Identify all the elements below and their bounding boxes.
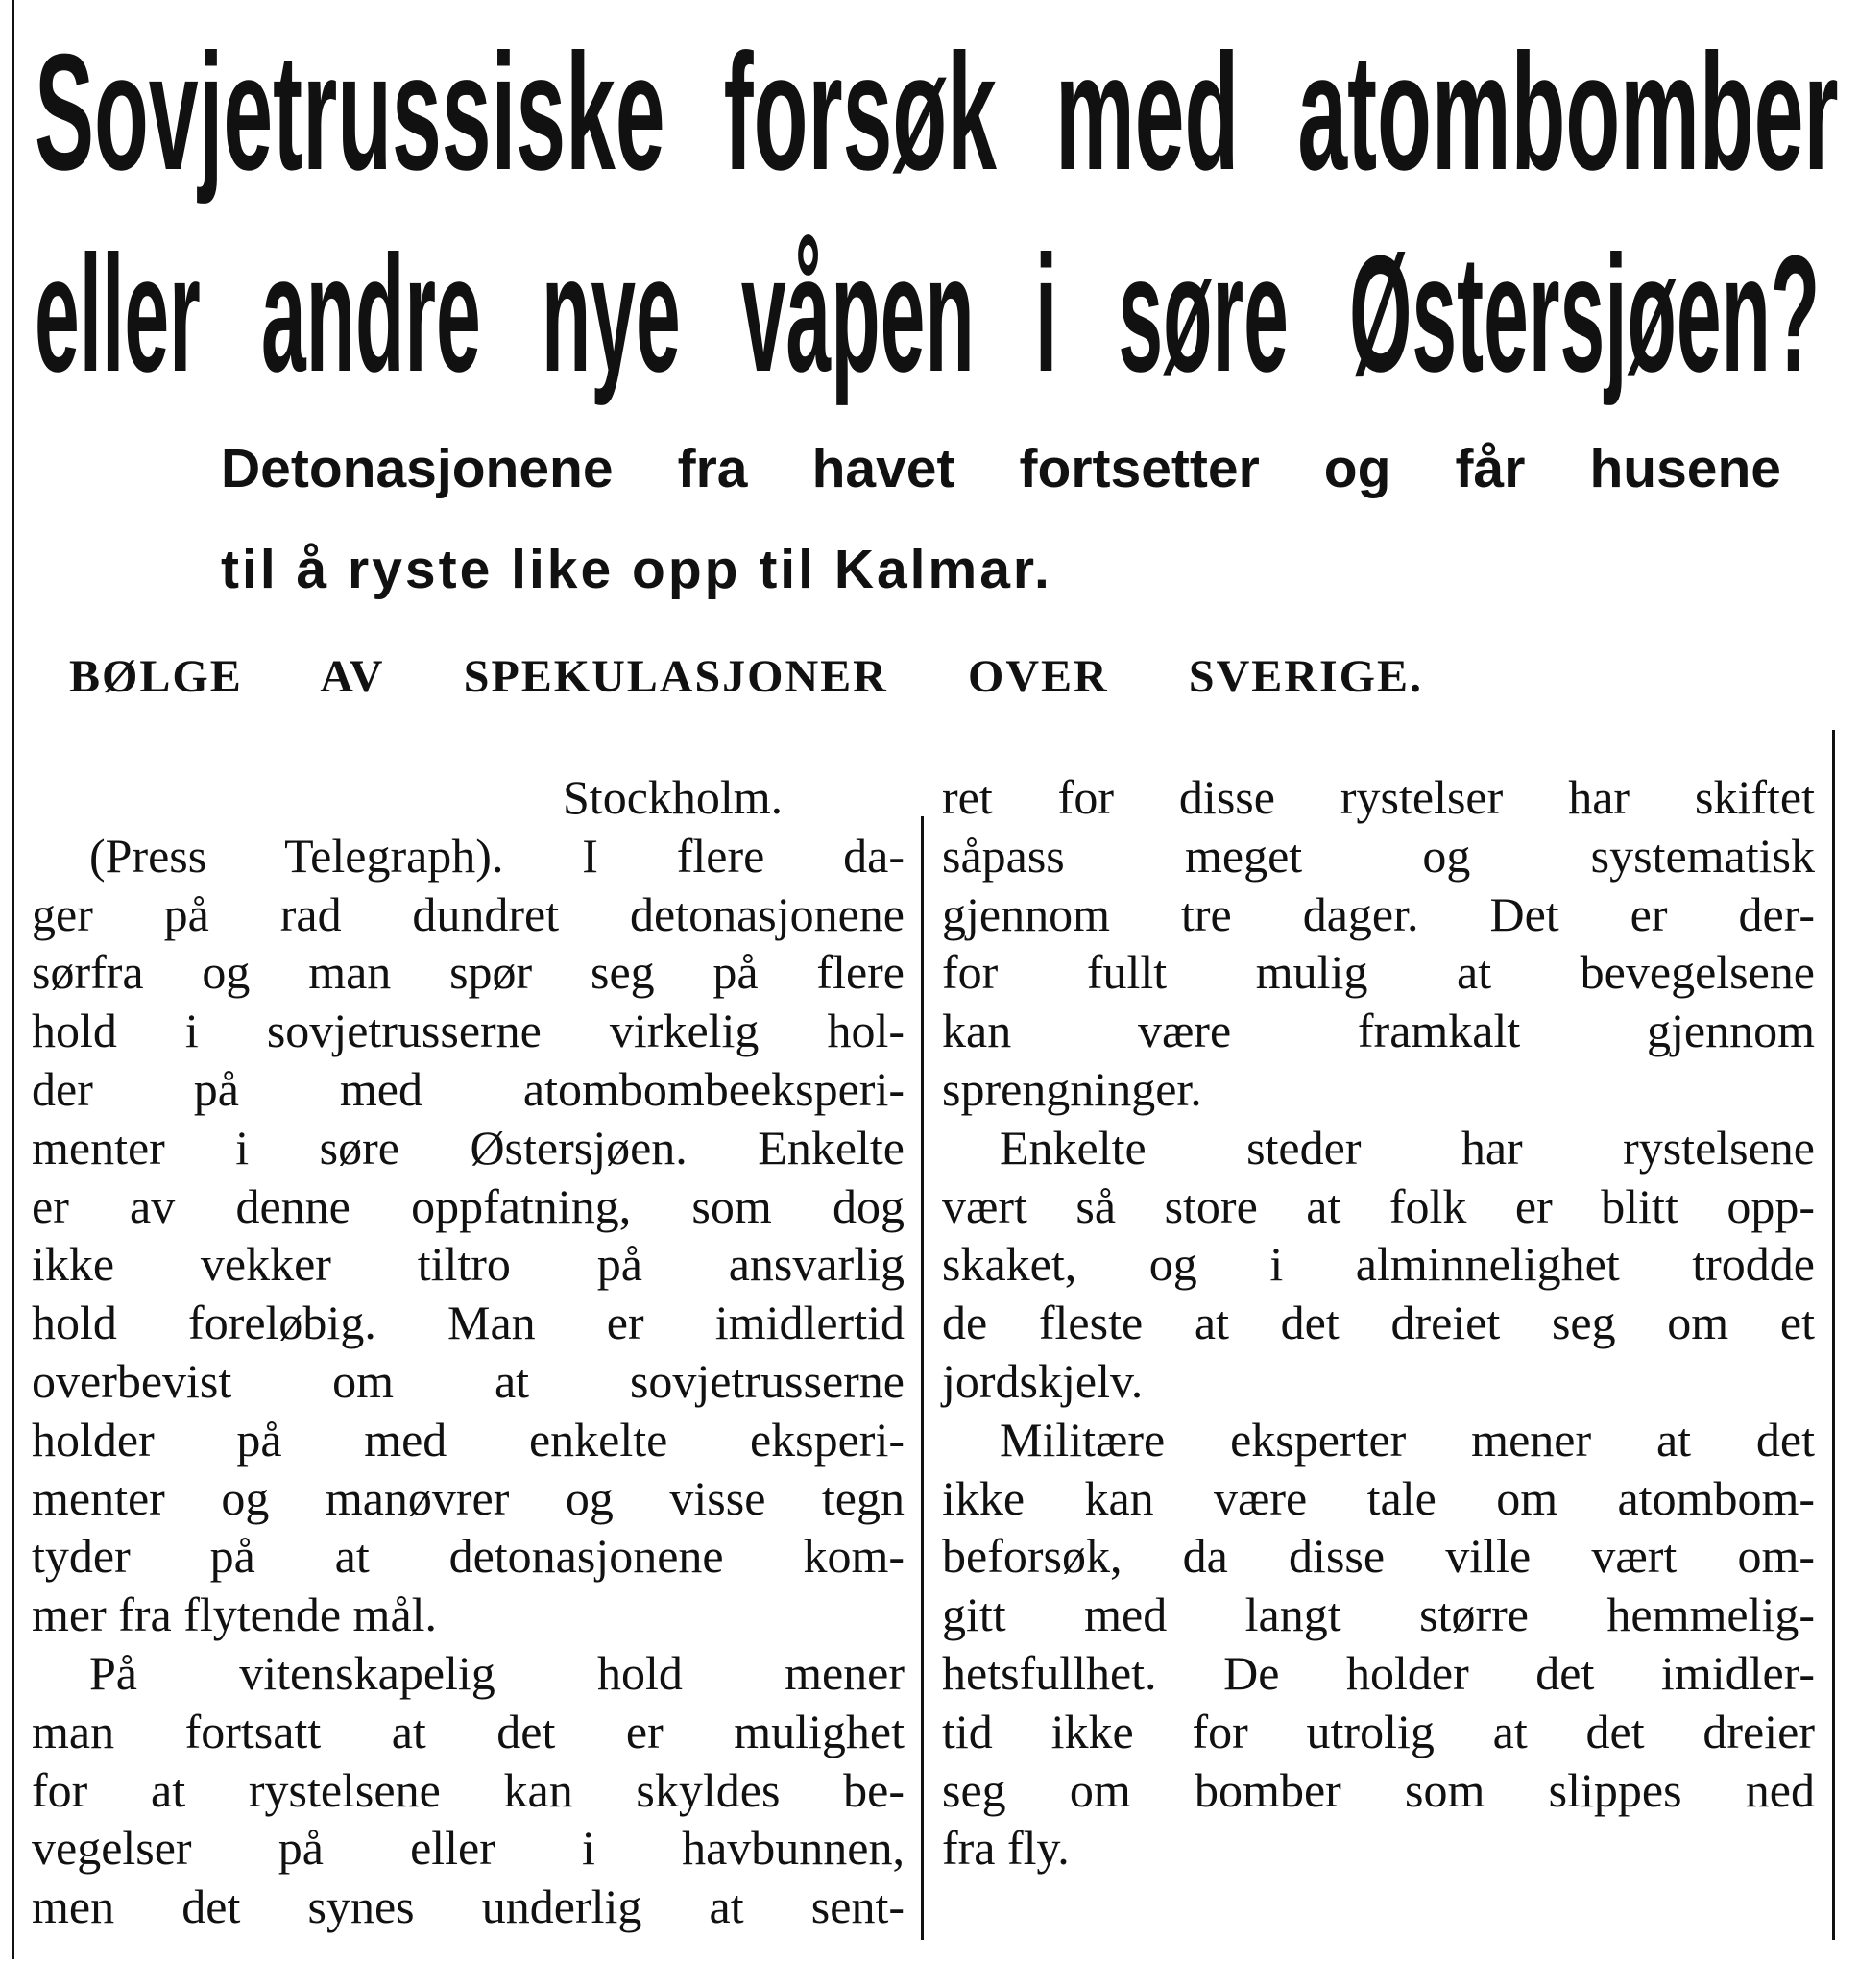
headline-line-2: eller andre nye våpen i søre Østersjøen? <box>35 220 1821 406</box>
article-line: de fleste at det dreiet seg om et <box>942 1296 1815 1350</box>
headline-line-1: Sovjetrussiske forsøk med atombomber <box>35 18 1839 205</box>
article-line: menter i søre Østersjøen. Enkelte <box>32 1120 905 1175</box>
article-line: jordskjelv. <box>942 1353 1144 1408</box>
article-line: gjennom tre dager. Det er der- <box>942 886 1815 941</box>
dateline: Stockholm. <box>563 770 784 824</box>
article-line: (Press Telegraph). I flere da- <box>89 828 905 883</box>
article-line: hold foreløbig. Man er imidlertid <box>32 1296 905 1350</box>
article-line: holder på med enkelte eksperi- <box>32 1412 905 1467</box>
article-line: fra fly. <box>942 1821 1070 1876</box>
kicker-heading: BØLGE AV SPEKULASJONER OVER SVERIGE. <box>69 651 1423 702</box>
article-line: hold i sovjetrusserne virkelig hol- <box>32 1004 905 1058</box>
column-rule <box>921 816 924 1940</box>
subheadline-line-2: til å ryste like opp til Kalmar. <box>221 539 1052 600</box>
article-line: er av denne oppfatning, som dog <box>32 1178 905 1233</box>
article-line: for fullt mulig at bevegelsene <box>942 945 1815 1000</box>
article-line: vært så store at folk er blitt opp- <box>942 1178 1815 1233</box>
article-line: På vitenskapelig hold mener <box>89 1645 905 1700</box>
article-line: ikke vekker tiltro på ansvarlig <box>32 1237 905 1292</box>
article-line: sprengninger. <box>942 1061 1202 1116</box>
article-line: menter og manøvrer og visse tegn <box>32 1470 905 1525</box>
article-column-right <box>942 768 1815 1878</box>
article-line: ikke kan være tale om atombom- <box>942 1470 1815 1525</box>
article-line: Militære eksperter mener at det <box>1000 1412 1815 1467</box>
article-line: mer fra flytende mål. <box>32 1588 438 1642</box>
article-line: kan være framkalt gjennom <box>942 1004 1815 1058</box>
article-line: ger på rad dundret detonasjonene <box>32 886 905 941</box>
article-line: Enkelte steder har rystelsene <box>1000 1120 1815 1175</box>
article-line: ret for disse rystelser har skiftet <box>942 770 1815 824</box>
subheadline-line-1: Detonasjonene fra havet fortsetter og får husene <box>221 438 1781 499</box>
article-line: tid ikke for utrolig at det dreier <box>942 1704 1815 1758</box>
article-line: hetsfullhet. De holder det imidler- <box>942 1645 1815 1700</box>
right-border-rule <box>1832 730 1835 1940</box>
article-line: men det synes underlig at sent- <box>32 1879 905 1934</box>
article-column-left <box>32 768 905 1936</box>
article-line: man fortsatt at det er mulighet <box>32 1704 905 1758</box>
article-line: skaket, og i alminnelighet trodde <box>942 1237 1815 1292</box>
article-line: overbevist om at sovjetrusserne <box>32 1353 905 1408</box>
article-line: seg om bomber som slippes ned <box>942 1762 1815 1817</box>
article-line: såpass meget og systematisk <box>942 828 1815 883</box>
article-line: beforsøk, da disse ville vært om- <box>942 1529 1815 1584</box>
article-line: tyder på at detonasjonene kom- <box>32 1529 905 1584</box>
article-line: for at rystelsene kan skyldes be- <box>32 1762 905 1817</box>
article-line: gitt med langt større hemmelig- <box>942 1588 1815 1642</box>
article-line: vegelser på eller i havbunnen, <box>32 1821 905 1876</box>
left-border-rule <box>12 0 14 1959</box>
article-line: sørfra og man spør seg på flere <box>32 945 905 1000</box>
article-line: der på med atombombeeksperi- <box>32 1061 905 1116</box>
